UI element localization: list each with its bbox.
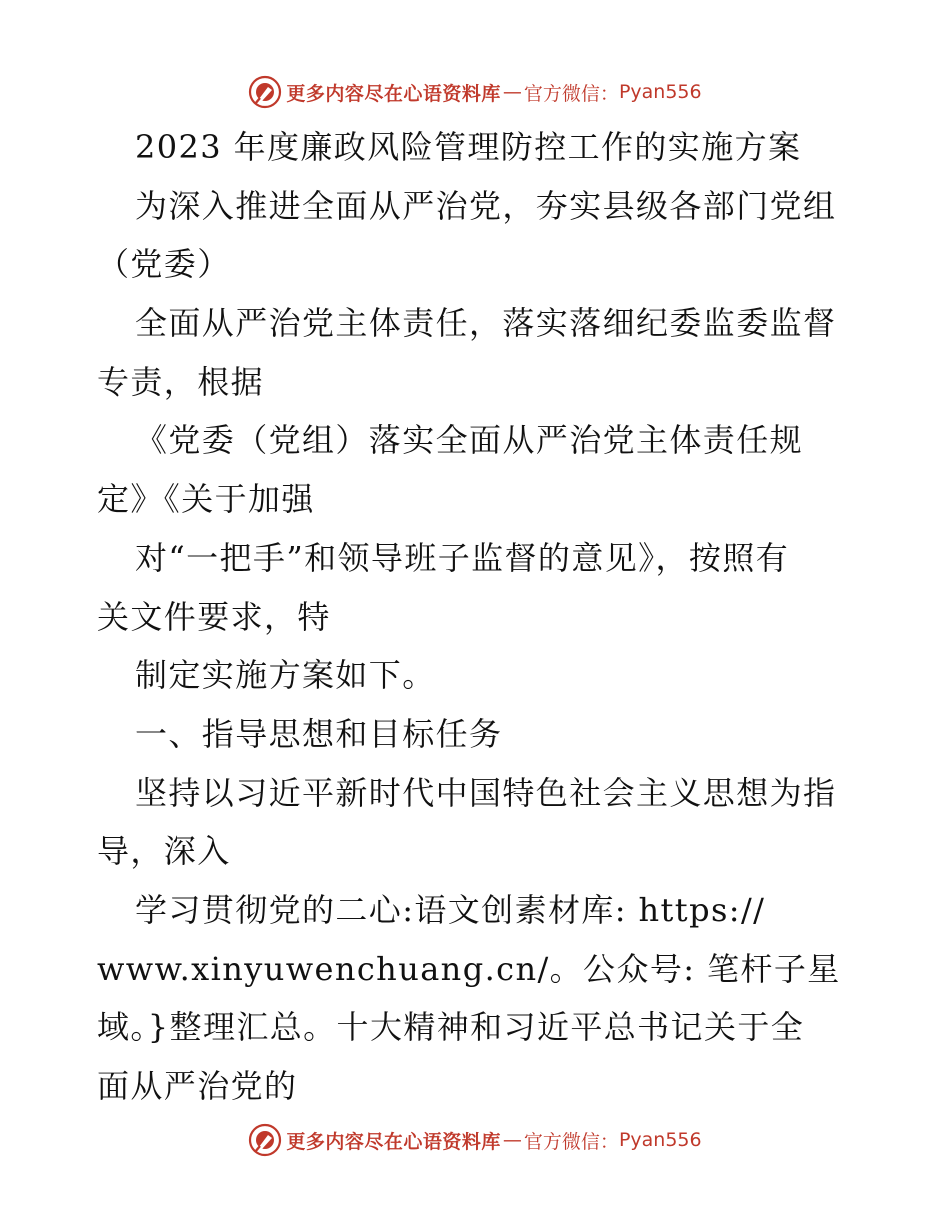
text-line: 坚持以习近平新时代中国特色社会主义思想为指	[135, 773, 837, 812]
watermark-text: 更多内容尽在心语资料库	[286, 1130, 501, 1153]
text-line: 对“一把手”和领导班子监督的意见》，按照有	[135, 538, 790, 577]
text-line: 面从严治党的	[97, 1067, 298, 1105]
header-watermark	[0, 72, 950, 112]
text-line: 学习贯彻党的二心:语文创素材库: https://	[135, 890, 766, 929]
text-line: 《党委（党组）落实全面从严治党主体责任规	[135, 421, 804, 460]
text-line: 为深入推进全面从严治党，夯实县级各部门党组	[135, 186, 837, 225]
pen-nib-logo-icon	[248, 75, 282, 109]
document-body	[97, 118, 857, 1116]
pen-nib-logo-icon	[248, 1123, 282, 1157]
text-line: 导，深入	[97, 832, 231, 871]
watermark-separator: —	[502, 1129, 522, 1151]
text-line: www.xinyuwenchuang.cn/。公众号: 笔杆子星	[97, 949, 841, 988]
watermark-official-label: 官方微信：	[523, 1130, 619, 1153]
watermark-text: 更多内容尽在心语资料库	[286, 82, 501, 105]
text-line: 定》《关于加强	[97, 480, 315, 519]
text-line: 关文件要求，特	[97, 597, 331, 636]
watermark-wechat-id: Pyan556	[618, 1129, 702, 1151]
text-line: 全面从严治党主体责任，落实落细纪委监委监督	[135, 304, 837, 343]
watermark-official-label: 官方微信：	[523, 82, 619, 105]
text-line: （党委）	[97, 245, 231, 284]
text-line: 域。}整理汇总。十大精神和习近平总书记关于全	[97, 1008, 805, 1047]
text-line: 制定实施方案如下。	[135, 656, 436, 695]
document-title: 2023 年度廉政风险管理防控工作的实施方案	[135, 128, 802, 166]
footer-watermark	[0, 1120, 950, 1160]
section-heading: 一、指导思想和目标任务	[135, 714, 503, 753]
text-line: 专责，根据	[97, 362, 265, 401]
watermark-wechat-id: Pyan556	[618, 81, 702, 103]
watermark-separator: —	[502, 81, 522, 103]
